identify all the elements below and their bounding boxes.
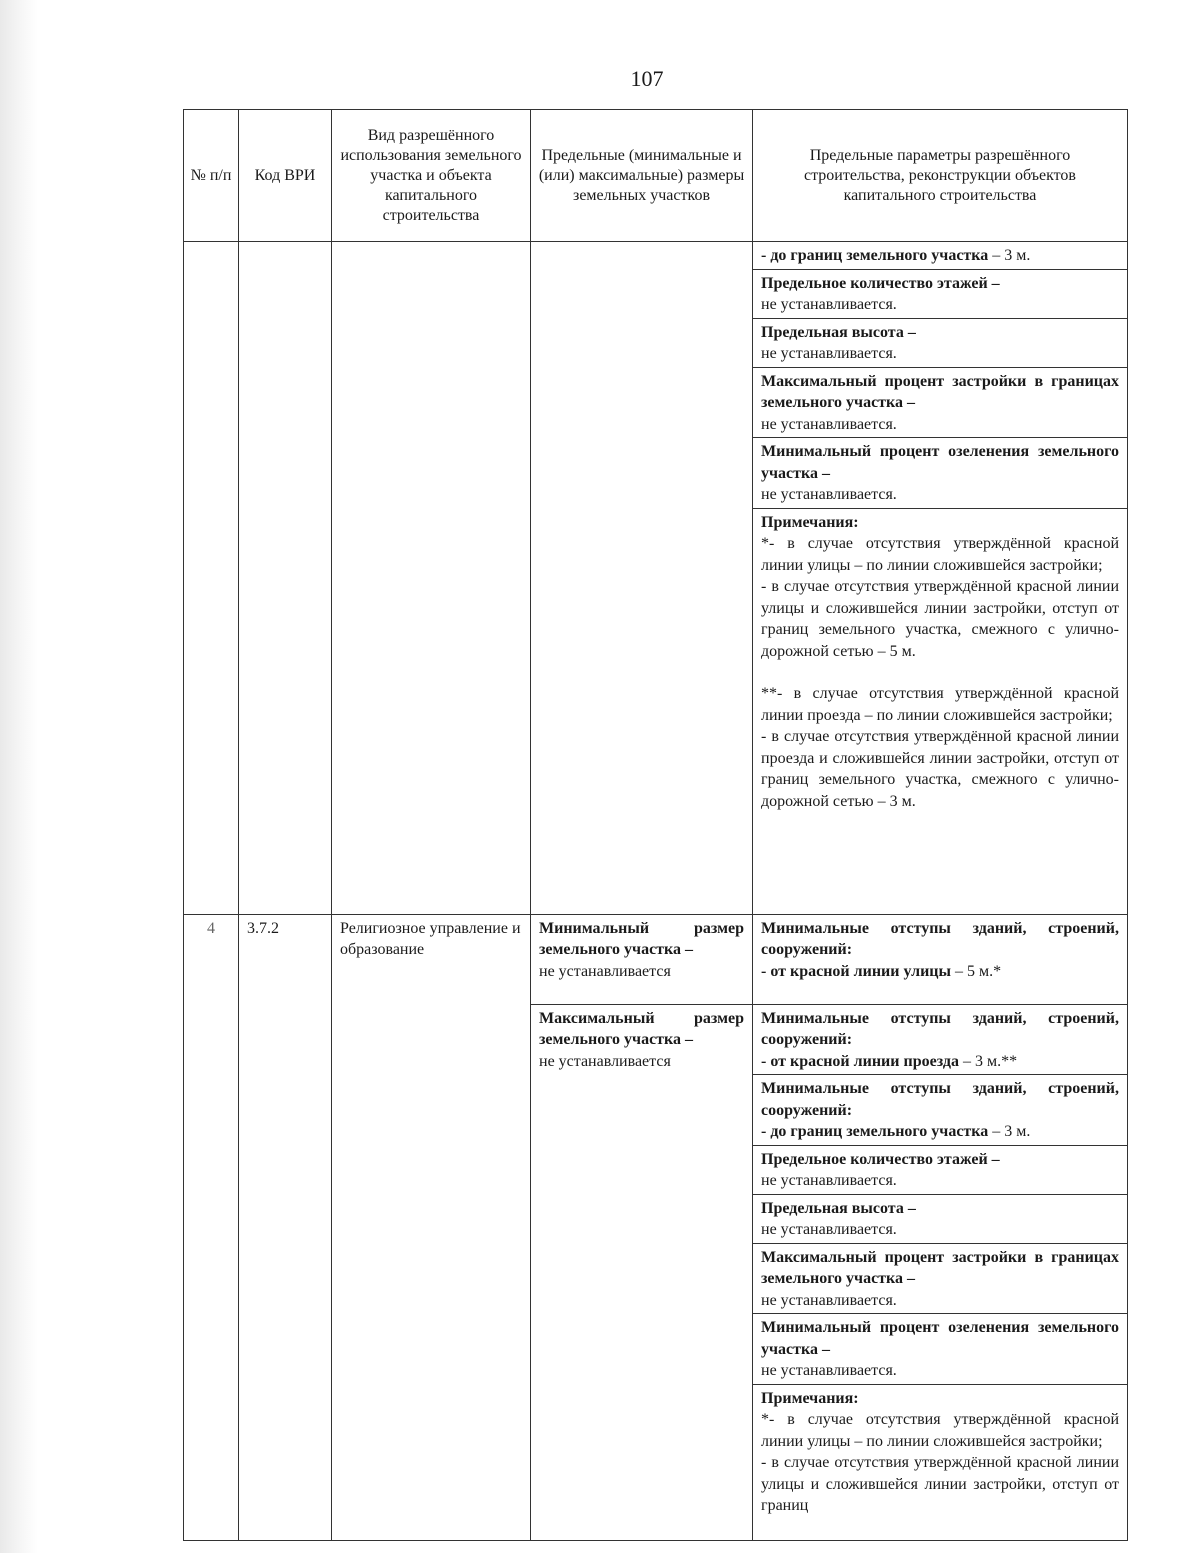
table-header-row — [184, 110, 1128, 242]
param-cell: Предельная высота – не устанавливается. — [753, 318, 1128, 367]
notes-cell: Примечания: *- в случае отсутствия утверждённой красной линии улицы – по линии сложившейся застройки; - в случае отсутствия утверждённой красной линии улицы и сложившейся линии застройки, отступ от границ — [753, 1384, 1128, 1540]
header-use-type: Вид разрешённого использования земельного участка и объекта капитального строительства — [332, 110, 531, 242]
cont-sizes-cell — [531, 242, 753, 915]
table-row — [184, 914, 1128, 1004]
param-cell: Минимальные отступы зданий, строений, сооружений: - от красной линии проезда – 3 м.** — [753, 1004, 1128, 1075]
entry-use-type-cell: Религиозное управление и образование — [332, 914, 531, 1540]
header-plot-sizes: Предельные (минимальные и (или) максимальные) размеры земельных участков — [531, 110, 753, 242]
table-row — [184, 242, 1128, 270]
header-build-params: Предельные параметры разрешённого строительства, реконструкции объектов капитального строительства — [753, 110, 1128, 242]
param-cell: - до границ земельного участка – 3 м. — [753, 242, 1128, 270]
notes-cell: Примечания: *- в случае отсутствия утверждённой красной линии улицы – по линии сложившейся застройки; - в случае отсутствия утверждённой красной линии улицы и сложившейся линии застройки, отступ от границ земельного участка, смежного с улично-дорожной сетью – 5 м. **- в случае отсутствия утверждённой красной линии проезда – по линии сложившейся застройки; - в случае отсутствия утверждённой красной линии проезда и сложившейся линии застройки, отступ от границ земельного участка, смежного с улично-дорожной сетью – 3 м. — [753, 508, 1128, 914]
cont-code-cell — [239, 242, 332, 915]
param-cell: Предельное количество этажей – не устанавливается. — [753, 269, 1128, 318]
cont-use-type-cell — [332, 242, 531, 915]
max-size-cell: Максимальный размер земельного участка – не устанавливается — [531, 1004, 753, 1540]
entry-number-cell: 4 — [184, 914, 239, 1540]
page-number: 107 — [630, 66, 664, 91]
header-code: Код ВРИ — [239, 110, 332, 242]
regulations-table — [183, 109, 1128, 1541]
scan-edge-shadow — [0, 0, 38, 1553]
entry-code-cell: 3.7.2 — [239, 914, 332, 1540]
param-cell: Минимальные отступы зданий, строений, сооружений: - от красной линии улицы – 5 м.* — [753, 914, 1128, 1004]
param-cell: Максимальный процент застройки в границах земельного участка – не устанавливается. — [753, 367, 1128, 438]
param-cell: Минимальный процент озеленения земельного участка – не устанавливается. — [753, 438, 1128, 509]
min-size-cell: Минимальный размер земельного участка – не устанавливается — [531, 914, 753, 1004]
param-cell: Предельная высота – не устанавливается. — [753, 1194, 1128, 1243]
param-cell: Минимальный процент озеленения земельного участка – не устанавливается. — [753, 1314, 1128, 1385]
header-number: № п/п — [184, 110, 239, 242]
param-cell: Максимальный процент застройки в границах земельного участка – не устанавливается. — [753, 1243, 1128, 1314]
param-cell: Минимальные отступы зданий, строений, сооружений: - до границ земельного участка – 3 м. — [753, 1075, 1128, 1146]
cont-number-cell — [184, 242, 239, 915]
param-cell: Предельное количество этажей – не устанавливается. — [753, 1145, 1128, 1194]
